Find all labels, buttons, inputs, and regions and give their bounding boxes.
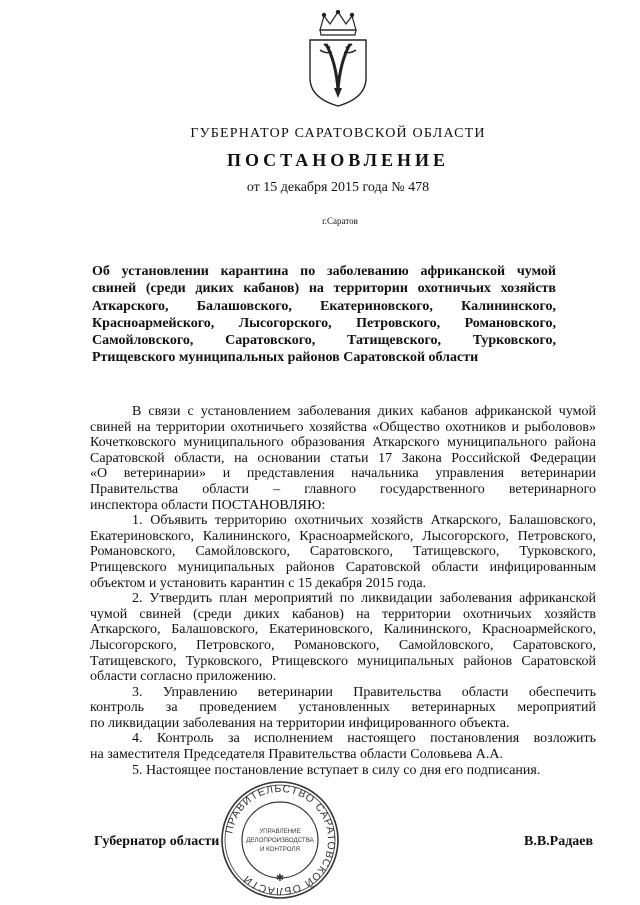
body-line: чумой свиней (среди диких кабанов) на территории охотничьих хозяйств [90, 606, 596, 622]
body-line: объектом и установить карантин с 15 декабря 2015 года. [90, 575, 427, 591]
seal-center-line: УПРАВЛЕНИЕ [259, 828, 301, 835]
body-line: В связи с установлением заболевания диких кабанов африканской чумой [132, 404, 596, 419]
document-body [90, 404, 596, 778]
issuing-authority: ГУБЕРНАТОР САРАТОВСКОЙ ОБЛАСТИ [190, 126, 486, 141]
body-line: инспектора области ПОСТАНОВЛЯЮ: [90, 497, 326, 513]
document-date-number: от 15 декабря 2015 года № 478 [246, 180, 430, 195]
body-line: Кочетковского муниципального образования Аткарского муниципального района [90, 435, 596, 451]
document-title [92, 263, 556, 367]
title-line: Об установлении карантина по заболеванию африканской чумой [92, 264, 556, 279]
body-line: Ртищевского муниципальных районов Саратовской области инфицированным [90, 559, 596, 575]
body-line: 1. Объявить территорию охотничьих хозяйств Аткарского, Балашовского, [132, 513, 596, 529]
body-line: на заместителя Председателя Правительства области Соловьева А.А. [90, 747, 503, 763]
body-line: Саратовской области, на основании статьи 17 Закона Российской Федерации [90, 450, 596, 466]
body-line: Татищевского, Турковского, Ртищевского муниципальных районов Саратовской [90, 653, 596, 669]
body-line: по ликвидации заболевания на территории инфицированного объекта. [90, 715, 510, 731]
item-5-paragraph [90, 763, 596, 779]
title-line: Аткарского, Балашовского, Екатериновского, Калининского, [92, 298, 556, 314]
title-line: Самойловского, Саратовского, Татищевского, Турковского, [92, 333, 556, 349]
title-line: Красноармейского, Лысогорского, Петровского, Романовского, [92, 315, 556, 331]
body-line: «О ветеринарии» и представления начальника управления ветеринарии [90, 466, 596, 482]
body-line: области согласно приложению. [90, 669, 277, 685]
item-4-paragraph [90, 731, 596, 762]
document-type: ПОСТАНОВЛЕНИЕ [226, 150, 450, 170]
document-city: г.Саратов [322, 216, 358, 226]
body-line: 3. Управлению ветеринарии Правительства области обеспечить [132, 684, 596, 700]
body-line: свиней на территории охотничьего хозяйства «Общество охотников и рыболовов» [90, 419, 596, 435]
body-line: 5. Настоящее постановление вступает в силу со дня его подписания. [132, 762, 541, 778]
body-line: Романовского, Самойловского, Саратовского, Татищевского, Турковского, [90, 544, 596, 560]
seal-star-icon: ✱ [275, 873, 285, 884]
body-line: Аткарского, Балашовского, Екатериновского, Калининского, Красноармейского, [90, 622, 596, 638]
body-line: Лысогорского, Петровского, Романовского, Самойловского, Саратовского, [90, 637, 596, 653]
title-line: свиней (среди диких кабанов) на территории охотничьих хозяйств [92, 281, 556, 297]
body-line: контроль за проведением установленных ветеринарных мероприятий [90, 700, 596, 716]
body-line: Правительства области – главного государственного ветеринарного [90, 481, 596, 497]
item-2-paragraph [90, 591, 596, 685]
seal-center-line: ДЕЛОПРОИЗВОДСТВА [246, 837, 314, 844]
seal-center-line: И КОНТРОЛЯ [259, 846, 301, 853]
title-line: Ртищевского муниципальных районов Саратовской области [92, 350, 479, 366]
item-1-paragraph [90, 513, 596, 591]
official-seal [218, 778, 342, 902]
seal-ring-text: ПРАВИТЕЛЬСТВО САРАТОВСКОЙ ОБЛАСТИ [223, 782, 338, 898]
body-line: 2. Утвердить план мероприятий по ликвидации заболевания африканской [132, 591, 596, 607]
body-line: Екатериновского, Калининского, Красноармейского, Лысогорского, Петровского, [90, 528, 596, 544]
item-3-paragraph [90, 685, 596, 732]
body-line: 4. Контроль за исполнением настоящего постановления возложить [132, 731, 596, 747]
signatory-name: В.В.Радаев [524, 834, 594, 849]
intro-paragraph [90, 404, 596, 513]
coat-of-arms-emblem [296, 10, 380, 110]
signatory-position: Губернатор области [94, 834, 220, 849]
